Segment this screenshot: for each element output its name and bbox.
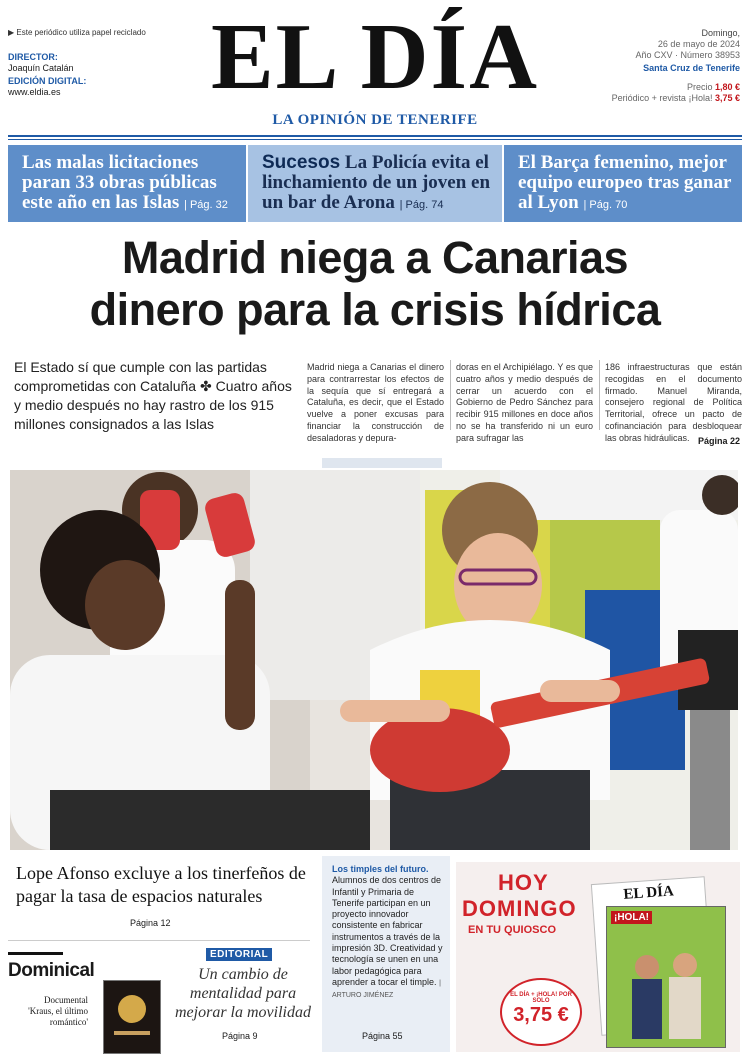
lead-photo-children-timples (10, 470, 738, 850)
lead-page-ref: Página 22 (697, 436, 740, 446)
price-with-magazine: Periódico + revista ¡Hola! 3,75 € (611, 93, 740, 103)
city: Santa Cruz de Tenerife (643, 63, 740, 73)
editorial-headline[interactable]: Un cambio de mentalidad para mejorar la movilidad (175, 966, 311, 1021)
ad-line-hoy: HOY (498, 870, 549, 895)
ad-price-badge (500, 978, 582, 1046)
ad-line-quiosco: EN TU QUIOSCO (468, 924, 557, 936)
dominical-rule (8, 952, 63, 955)
column-divider (599, 360, 600, 430)
teaser-barca[interactable]: El Barça femenino, mejor equipo europeo tras ganar al Lyon | Pág. 70 (504, 145, 742, 222)
teaser-licitaciones[interactable]: Las malas licitaciones paran 33 obras públicas este año en las Islas | Pág. 32 (8, 145, 246, 222)
price: Precio 1,80 € (686, 82, 740, 92)
lead-column-1: Madrid niega a Canarias el dinero para contrarrestar los efectos de la sequía que sí entregará a Cataluña, es decir, que el Estado vuelve a poner excusas para financiar la construcción de desaladoras y depura- (307, 362, 444, 443)
photo-top-tab (322, 458, 442, 468)
dominical-cover-thumbnail[interactable] (103, 980, 161, 1054)
caption-credit: | ARTURO JIMÉNEZ (332, 979, 441, 1000)
lead-headline[interactable]: Madrid niega a Canarias dinero para la crisis hídrica (89, 232, 661, 335)
story-lope-page-ref: Página 12 (130, 918, 171, 928)
ad-promo-text: EL DÍA + ¡HOLA! POR SOLO (510, 992, 572, 1004)
issue-number: Año CXV · Número 38953 (635, 50, 740, 60)
newspaper-subtitle: LA OPINIÓN DE TENERIFE (272, 112, 478, 128)
ad-line-domingo: DOMINGO (462, 896, 577, 921)
ad-mini-logo: EL DÍA (622, 883, 675, 903)
director-label: DIRECTOR: (8, 52, 58, 62)
lead-summary: El Estado sí que cumple con las partidas comprometidas con Cataluña ✤ Cuatro años y medio después no hay rastro de los 915 millones consignados a las Islas (14, 359, 292, 432)
masthead-rule (8, 135, 742, 137)
lead-column-3: 186 infraestructuras que están recogidas en el documento firmado. Manuel Miranda, consejero regional de Política Territorial, ofrece un pacto de cofinanciación para desbloquear las obras hidráulicas. (605, 362, 742, 443)
dominical-documental-text: Documental 'Kraus, el último romántico' (28, 995, 88, 1027)
masthead-rule-thin (8, 139, 742, 140)
dominical-title[interactable]: Dominical (8, 960, 95, 981)
date-full: 26 de mayo de 2024 (657, 39, 740, 49)
digital-edition-url[interactable]: www.eldia.es (8, 87, 61, 97)
lead-column-2: doras en el Archipiélago. Y es que cuatro años y medio después de cerrar un acuerdo con el Gobierno de Pedro Sánchez para recibir 915 millones en doce años no se ha transferido ni un euro para sufragar las (456, 362, 593, 443)
editorial-page-ref: Página 9 (222, 1031, 258, 1041)
column-divider (450, 360, 451, 430)
date-day: Domingo, (701, 28, 740, 38)
story-lope-afonso[interactable]: Lope Afonso excluye a los tinerfeños de pagar la tasa de espacios naturales (16, 863, 306, 906)
caption-text: Alumnos de dos centros de Infantil y Primaria de Tenerife participan en un proyecto innovador consistente en fabricar instrumentos a través de la impresión 3D. Creatividad y tecnología se unen en una labor pedagógica para aprender a tocar el timple. (332, 875, 443, 987)
caption-page-ref: Página 55 (362, 1031, 403, 1041)
teaser-sucesos[interactable]: Sucesos La Policía evita el linchamiento de un joven en un bar de Arona | Pág. 74 (248, 145, 502, 222)
ad-magazine-cover (606, 906, 726, 1048)
ad-hola-promo[interactable] (456, 862, 740, 1052)
masthead-right-meta (612, 28, 740, 104)
ad-promo-price: 3,75 € (513, 1004, 569, 1026)
section-divider (8, 940, 310, 941)
editorial-tag: EDITORIAL (206, 948, 272, 961)
newspaper-logo: EL DÍA (210, 5, 540, 109)
caption-kicker: Los timples del futuro. (332, 864, 429, 874)
teaser-kicker: Sucesos (262, 152, 341, 173)
photo-caption-timples (322, 856, 450, 1052)
recycled-paper-note: ▶ Este periódico utiliza papel reciclado (8, 28, 146, 37)
triangle-icon: ▶ (8, 28, 15, 37)
ad-hola-logo: ¡HOLA! (611, 911, 652, 924)
director-name: Joaquín Catalán (8, 63, 74, 73)
digital-edition-label: EDICIÓN DIGITAL: (8, 76, 87, 86)
